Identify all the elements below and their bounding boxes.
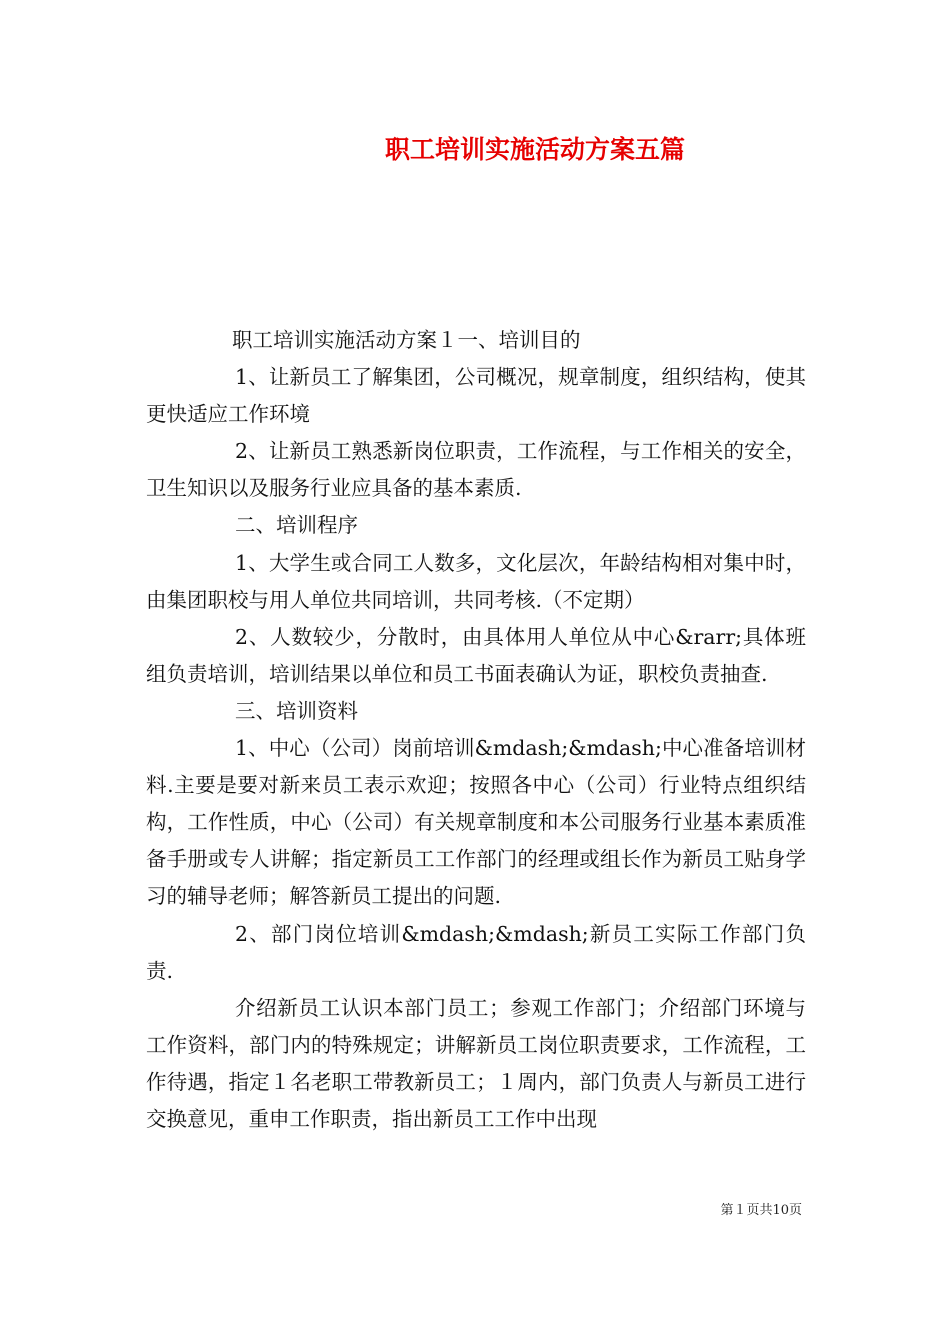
paragraph: 2、人数较少，分散时，由具体用人单位从中心&rarr;具体班组负责培训，培训结果以单位和员工书面表确认为证，职校负责抽查. [146, 624, 806, 686]
document-title: 职工培训实施活动方案五篇 [384, 135, 685, 164]
paragraph: 1、让新员工了解集团，公司概况，规章制度，组织结构，使其更快适应工作环境 [146, 365, 806, 427]
paragraph: 二、培训程序 [235, 513, 358, 538]
page-number-footer: 第１页共10页 [720, 1203, 802, 1218]
paragraph: 2、部门岗位培训&mdash;&mdash;新员工实际工作部门负责. [146, 921, 806, 983]
paragraph: 职工培训实施活动方案１一、培训目的 [232, 328, 581, 352]
document-body [146, 322, 806, 1138]
paragraph: 1、中心（公司）岗前培训&mdash;&mdash;中心准备培训材料.主要是要对新来员工表示欢迎；按照各中心（公司）行业特点组织结构，工作性质，中心（公司）有关规章制度和本公司服务行业基本素质准备手册或专人讲解；指定新员工工作部门的经理或组长作为新员工贴身学习的辅导老师；解答新员工提出的问题. [146, 736, 806, 909]
paragraph: 1、大学生或合同工人数多，文化层次，年龄结构相对集中时，由集团职校与用人单位共同培训，共同考核.（不定期） [146, 550, 806, 612]
paragraph: 2、让新员工熟悉新岗位职责，工作流程，与工作相关的安全，卫生知识以及服务行业应具备的基本素质. [146, 439, 806, 501]
paragraph: 三、培训资料 [235, 698, 358, 723]
paragraph: 介绍新员工认识本部门员工；参观工作部门；介绍部门环境与工作资料，部门内的特殊规定；讲解新员工岗位职责要求，工作流程，工作待遇，指定１名老职工带教新员工；１周内，部门负责人与新员工进行交换意见，重申工作职责，指出新员工工作中出现 [146, 995, 806, 1131]
